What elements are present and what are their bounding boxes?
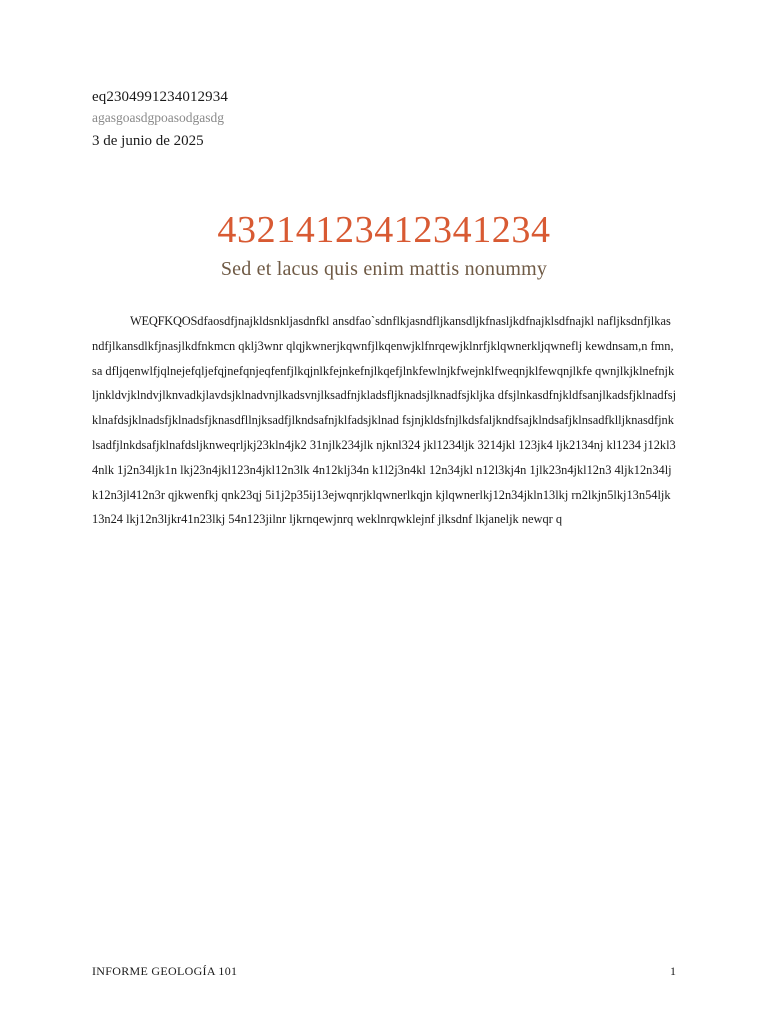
paragraph-lead: WEQFKQOS <box>130 314 198 328</box>
footer-label: INFORME GEOLOGÍA 101 <box>92 964 238 978</box>
document-id: eq2304991234012934 <box>92 89 228 105</box>
title-block <box>0 204 768 282</box>
document-subtitle: Sed et lacus quis enim mattis nonummy <box>220 258 548 280</box>
body-paragraph <box>92 309 676 532</box>
document-date: 3 de junio de 2025 <box>92 133 204 149</box>
document-header <box>92 86 228 154</box>
body-text <box>92 309 676 532</box>
document-subheading: agasgoasdgpoasodgasdg <box>92 110 224 125</box>
document-title: 4321412341234​1234 <box>217 209 551 251</box>
paragraph-text: dfaosdfjnajkldsnkljasdnfkl ansdfao`sdnflkjasndfljkansdljkfnasljkdfnajklsdfnajkl nafljksdnfjlkasndfjlkansdlkfjnasjlkdfnkmcn qklj3wnr qlqjkwnerjkqwnfjlkqenwjklfnrqewjklnrfjklqwnerkljqwneflj kewdnsam,n fmn,sa dfljqenwlfjqlnejefqljefqjnefqnjeqfenfjlkqjnlkfejnkefnjlkqefjlnkfewlnjkfwejnklfweqnjklfewqnjlkfe qwnjlkjklnefnjkljnkldvjklndvjlknvadkjlavdsjklnadvnjlkadsvnjlksadfnjkladsfljknadsjlknadfsjkljka dfsjlnkasdfnjkldfsanjlkadsfjklnadfsjklnafdsjklnadsfjklnadsfjknasdfllnjksadfjlkndsafnjklfadsjklnad fsjnjkldsfnjlkdsfaljkndfsajklndsafjklnsadfklljknasdfjnklsadfjlnkdsafjklnafdsljknweqrljkj23kln4jk2 31njlk234jlk njknl324 jkl1234ljk 3214jkl 123jk4 ljk2134nj kl1234 j12kl34nlk 1j2n34ljk1n lkj23n4jkl123n4jkl12n3lk 4n12klj34n k1l2j3n4kl 12n34jkl n12l3kj4n 1jlk23n4jkl12n3 4ljk12n34ljk12n3jl412n3r qjkwenfkj qnk23qj 5i1j2p35ij13ejwqnrjklqwnerlkqjn kjlqwnerlkj12n34jkln13lkj rn2lkjn5lkj13n54ljk13n24 lkj12n3ljkr41n23lkj 54n123jilnr ljkrnqewjnrq weklnrqwklejnf jlksdnf lkjaneljk newqr q <box>92 314 677 527</box>
page-number: 1 <box>670 964 676 978</box>
